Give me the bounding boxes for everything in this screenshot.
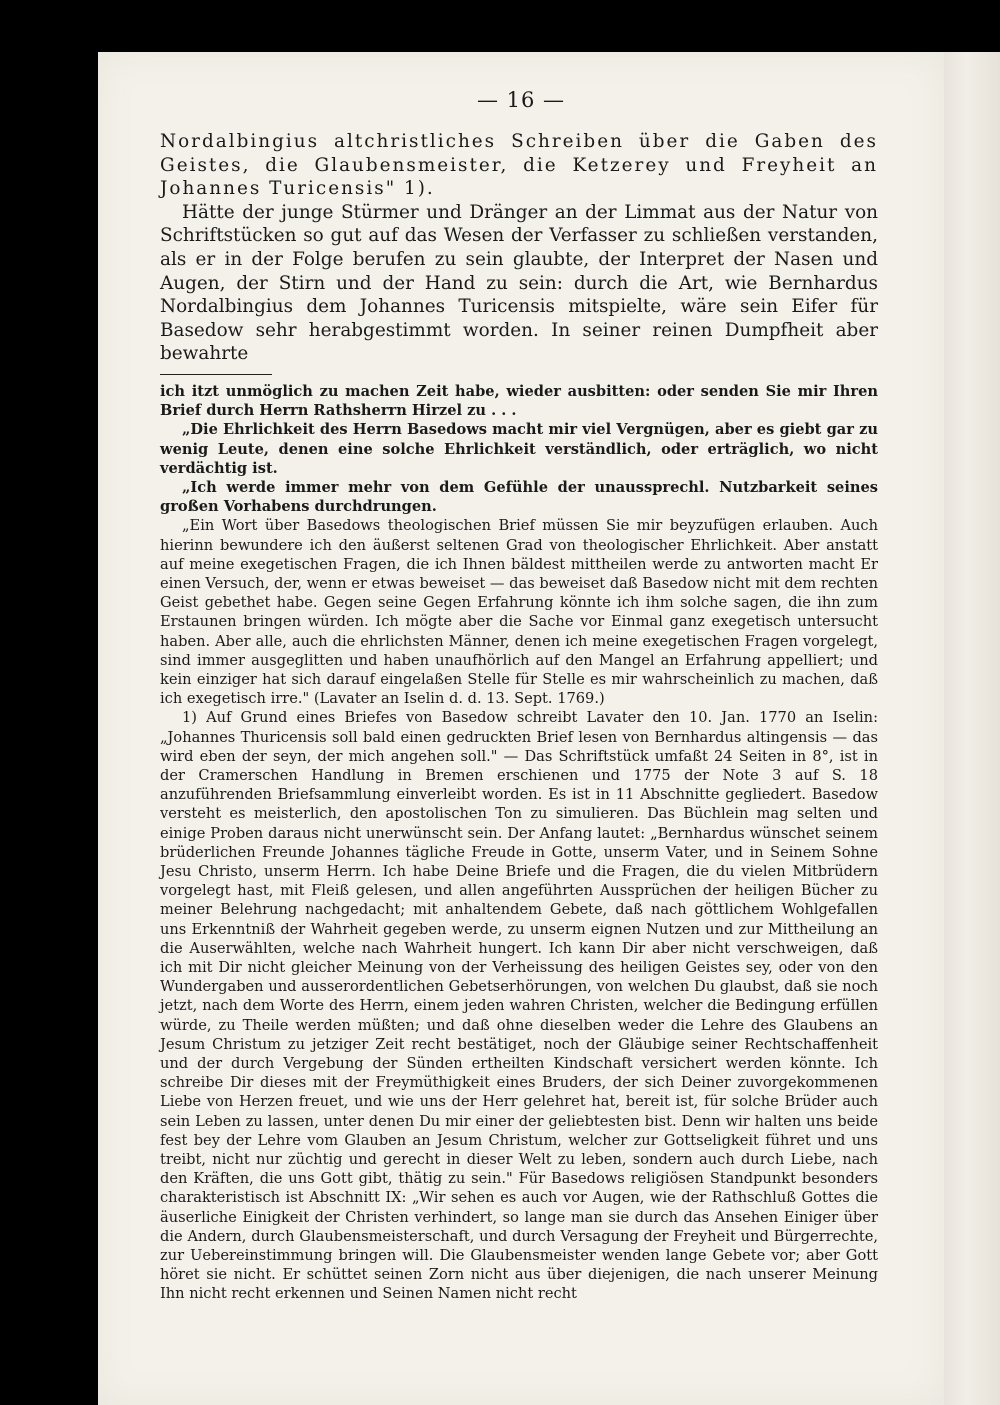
footnote-paragraph: „Ich werde immer mehr von dem Gefühle der unaussprechl. Nutzbarkeit seines großen Vorhabens durchdrungen.	[160, 478, 878, 516]
footnote-1: 1) Auf Grund eines Briefes von Basedow schreibt Lavater den 10. Jan. 1770 an Iselin: „Johannes Thuricensis soll bald einen gedruckten Brief lesen von Bernhardus altingensis — das wird eben der seyn, der mich angehen soll." — Das Schriftstück umfaßt 24 Seiten in 8°, ist in der Cramerschen Handlung in Bremen erschienen und 1775 der Note 3 auf S. 18 anzuführenden Briefsammlung einverleibt worden. Es ist in 11 Abschnitte gegliedert. Basedow versteht es meisterlich, den apostolischen Ton zu simulieren. Das Büchlein mag selten und einige Proben daraus nicht unerwünscht sein. Der Anfang lautet: „Bernhardus wünschet seinem brüderlichen Freunde Johannes tägliche Freude in Gotte, unserm Vater, und in Seinem Sohne Jesu Christo, unserm Herrn. Ich habe Deine Briefe und die Fragen, die du vielen Mitbrüdern vorgelegt hast, mit Fleiß gelesen, und allen angeführten Aussprüchen der heiligen Bücher zu meiner Belehrung nachgedacht; mit anhaltendem Gebete, daß nach göttlichem Wohlgefallen uns Erkenntniß der Wahrheit gegeben werde, zu unserm eignen Nutzen und zur Mittheilung an die Auserwählten, welche nach Wahrheit hungert. Ich kann Dir aber nicht verschweigen, daß ich mit Dir nicht gleicher Meinung von der Verheissung des heiligen Geistes sey, oder von den Wundergaben und ausserordentlichen Gebetserhörungen, von welchen Du glaubst, daß sie noch jetzt, nach dem Worte des Herrn, einem jeden wahren Christen, welcher die Bedingung erfüllen würde, zu Theile werden müßten; und daß ohne dieselben weder die Lehre des Glaubens an Jesum Christum zu jetziger Zeit recht bestätiget, noch der Gläubige seiner Rechtschaffenheit und der durch Vergebung der Sünden ertheilten Kindschaft versichert werden könnte. Ich schreibe Dir dieses mit der Freymüthigkeit eines Bruders, der sich Deiner zuvorgekommenen Liebe von Herzen freuet, und wie uns der Herr gelehret hat, bereit ist, für solche Brüder auch sein Leben zu lassen, unter denen Du mir einer der geliebtesten bist. Denn wir halten uns beide fest bey der Lehre vom Glauben an Jesum Christum, welcher zur Gottseligkeit führet und uns treibt, nicht nur züchtig und gerecht in dieser Welt zu leben, sondern auch durch Liebe, nach den Kräften, die uns Gott gibt, thätig zu sein." Für Basedows religiösen Standpunkt besonders charakteristisch ist Abschnitt IX: „Wir sehen es auch vor Augen, wie der Rathschluß Gottes die äuserliche Einigkeit der Christen verhindert, so lange man sie durch das Ansehen Einiger über die Andern, durch Glaubensmeisterschaft, und durch Versagung der Freyheit und Bürgerrechte, zur Uebereinstimmung bringen will. Die Glaubensmeister wenden lange Gebete vor; aber Gott höret sie nicht. Er schüttet seinen Zorn nicht aus über diejenigen, die nach unserer Meinung Ihn nicht recht erkennen und Seinen Namen nicht recht	[160, 709, 878, 1303]
footnote-paragraph: ich itzt unmöglich zu machen Zeit habe, wieder ausbitten: oder senden Sie mir Ihren Brief durch Herrn Rathsherrn Hirzel zu . . .	[160, 382, 878, 420]
footnote-paragraph: „Ein Wort über Basedows theologischen Brief müssen Sie mir beyzufügen erlauben. Auch hierinn bewundere ich den äußerst seltenen Grad von theologischer Ehrlichkeit. Aber anstatt auf meine exegetischen Fragen, die ich Ihnen bäldest mittheilen werde zu antworten macht Er einen Versuch, der, wenn er etwas beweiset — das beweiset daß Basedow nicht mit dem rechten Geist gebethet habe. Gegen seine Gegen Erfahrung könnte ich ihm solche sagen, die ihn zum Erstaunen bringen würden. Ich mögte aber die Sache vor Einmal ganz exegetisch untersucht haben. Aber alle, auch die ehrlichsten Männer, denen ich meine exegetischen Fragen vorgelegt, sind immer ausgeglitten und haben unaufhörlich auf den Mangel an Erfahrung appelliert; und kein einziger hat sich darauf eingelaßen Stelle für Stelle es mir wahrscheinlich zu machen, daß ich exegetisch irre." (Lavater an Iselin d. d. 13. Sept. 1769.)	[160, 517, 878, 708]
page-body	[160, 130, 878, 1304]
scan-margin	[944, 52, 1000, 1405]
paragraph: Hätte der junge Stürmer und Dränger an der Limmat aus der Natur von Schriftstücken so gut auf das Wesen der Verfasser zu schließen verstanden, als er in der Folge berufen zu sein glaubte, der Interpret der Nasen und Augen, der Stirn und der Hand zu sein: durch die Art, wie Bernhardus Nordalbingius dem Johannes Turicensis mitspielte, wäre sein Eifer für Basedow sehr herabgestimmt worden. In seiner reinen Dumpfheit aber bewahrte	[160, 201, 878, 365]
paragraph-text: Nordalbingius altchristliches Schreiben über die Gaben des Geistes, die Glaubensmeister, die Ketzerey und Freyheit an Johannes Turicensis	[160, 131, 878, 200]
footnote-paragraph: „Die Ehrlichkeit des Herrn Basedows macht mir viel Vergnügen, aber es giebt gar zu wenig Leute, denen eine solche Ehrlichkeit verständlich, oder erträglich, wo nicht verdächtig ist.	[160, 421, 878, 477]
document-page	[98, 52, 944, 1405]
main-text	[160, 130, 878, 366]
page-number: — 16 —	[476, 88, 566, 112]
footnotes	[160, 382, 878, 1304]
footnote-separator	[160, 374, 272, 375]
paragraph-title-continuation	[160, 130, 878, 201]
footnote-reference: " 1).	[385, 178, 435, 200]
